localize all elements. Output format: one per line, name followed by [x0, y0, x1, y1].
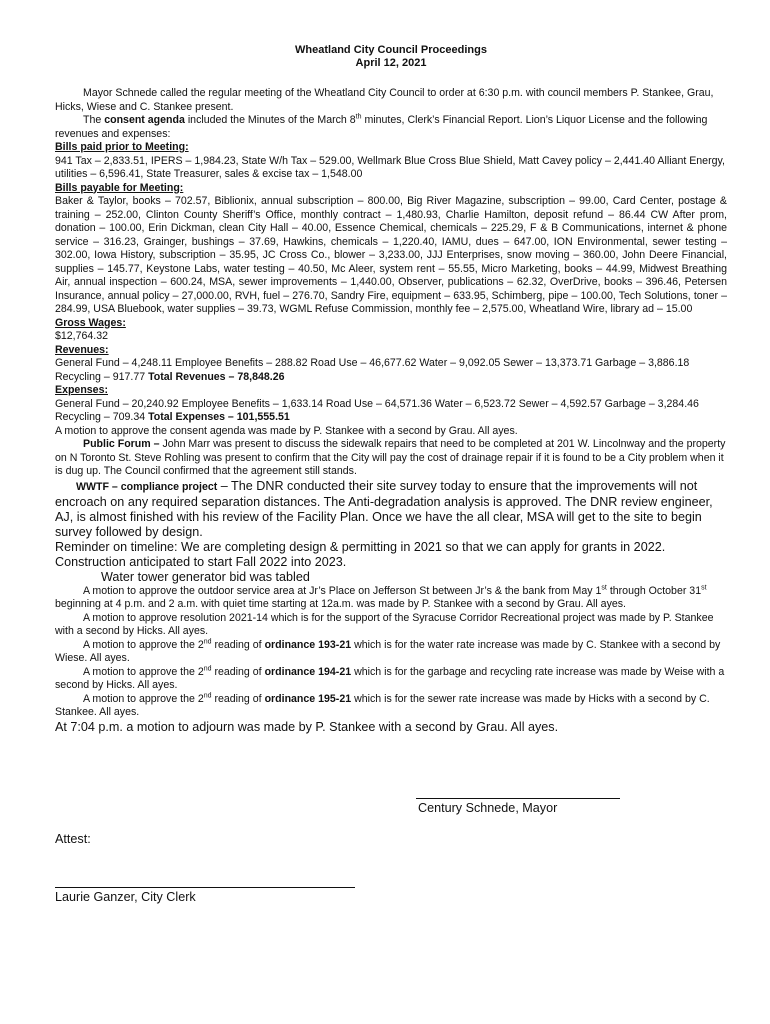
clerk-signature-line — [55, 887, 355, 888]
timeline-reminder: Reminder on timeline: We are completing design & permitting in 2021 so that we can apply for grants in 2022. Construction anticipated to start Fall 2022 into 2023. — [55, 539, 666, 569]
outdoor-sup1: st — [601, 583, 607, 591]
consent-sup: th — [355, 113, 362, 121]
ord3-sup: nd — [203, 691, 212, 699]
revenues-heading: Revenues: — [55, 343, 109, 356]
adjourn-motion: At 7:04 p.m. a motion to adjourn was made by P. Stankee with a second by Grau. All ayes. — [55, 719, 559, 734]
outdoor-b: through October 31 — [609, 584, 702, 597]
resolution-motion: A motion to approve resolution 2021-14 which is for the support of the Syracuse Corridor Recreational project was made by P. Stankee with a second by Hicks. All ayes. — [55, 611, 714, 637]
ord2-c: which is for the garbage and recycling rate increase was made by Weise with a second by Hicks. All ayes. — [55, 665, 725, 691]
consent-tail: minutes, Clerk’s Financial Report. Lion’s Liquor License and the following revenues and expenses: — [55, 114, 708, 140]
public-forum-label: Public Forum – — [83, 438, 160, 450]
bills-payable-heading: Bills payable for Meeting: — [55, 181, 184, 194]
ord3-c: which is for the sewer rate increase was made by Hicks with a second by C. Stankee. All ayes. — [55, 692, 710, 718]
expenses-heading: Expenses: — [55, 384, 108, 396]
bills-prior-heading: Bills paid prior to Meeting: — [55, 141, 189, 153]
document-page — [55, 44, 727, 735]
expenses-total: Total Expenses – 101,555.51 — [148, 411, 290, 423]
gross-wages-heading: Gross Wages: — [55, 316, 126, 329]
mayor-name: Century Schnede, Mayor — [418, 801, 558, 815]
ordinance-195-motion — [55, 693, 727, 720]
consent-mid: included the Minutes of the March 8 — [187, 114, 356, 126]
wwtf-paragraph — [55, 479, 727, 540]
ordinance-193-motion — [55, 639, 727, 666]
ord3-b: reading of — [214, 692, 262, 705]
consent-agenda-label: consent agenda — [104, 114, 185, 126]
outdoor-a: A motion to approve the outdoor service area at Jr’s Place on Jefferson St between Jr’s & the bank from May 1 — [83, 584, 602, 597]
ordinance-194-motion — [55, 666, 727, 693]
expenses-paragraph — [55, 398, 727, 425]
document-title: Wheatland City Council Proceedings — [295, 44, 487, 56]
attest-label: Attest: — [55, 832, 91, 846]
gross-wages-value: $12,764.32 — [55, 330, 109, 342]
ordinance-195-label: ordinance 195-21 — [264, 692, 352, 705]
public-forum-text: John Marr was present to discuss the sidewalk repairs that need to be completed at 201 W. Lincolnway and the property on N Toronto St. Steve Rohling was present to confirm that the City will pay the cost of drainage repair if it is found to be a City problem when it is dug up. The Council confirmed that the agreement still stands. — [55, 438, 726, 477]
ordinance-193-label: ordinance 193-21 — [264, 638, 352, 651]
consent-lead: The — [83, 114, 102, 126]
document-date: April 12, 2021 — [355, 57, 427, 69]
wwtf-text: – The DNR conducted their site survey today to ensure that the improvements will not encroach on any required separation distances. The Anti-degradation analysis is approved. The DNR review engineer, AJ, is almost finished with his review of the Facility Plan. Once we have the all clear, MSA will get to the site to begin survey followed by design. — [55, 478, 713, 539]
bills-prior-text: 941 Tax – 2,833.51, IPERS – 1,984.23, State W/h Tax – 529.00, Wellmark Blue Cross Blue Shield, Matt Cavey policy – 2,441.40 Alliant Energy, utilities – 6,596.41, State Treasurer, sales & excise tax – 1,548.00 — [55, 154, 725, 180]
revenues-total: Total Revenues – 78,848.26 — [148, 370, 285, 383]
consent-agenda-paragraph — [55, 114, 727, 141]
bills-payable-text: Baker & Taylor, books – 702.57, Biblionix, annual subscription – 800.00, Big River Magazine, subscription – 99.00, Card Center, postage & training – 252.00, Clinton County Sheriff’s Office, monthly contract – 1,480.93, Charlie Hamilton, deposit refund – 86.44 CW After prom, donation – 100.00, Erin Dickman, clean City Hall – 40.00, Essence Chemical, chemicals – 225.29, F & B Communications, internet & phone service – 316.23, Grainger, bushings – 37.69, Hawkins, chemicals – 1,220.40, IAMU, dues – 647.00, ION Environmental, sewer testing – 302.00, Iowa History, subscription – 35.95, JC Cross Co., blower – 3,233.00, JJJ Enterprises, snow moving – 360.00, John Deere Financial, supplies – 145.77, Keystone Labs, water testing – 40.50, Mc Aleer, system rent – 55.55, Micro Marketing, books – 44.99, Midwest Breathing Air, annual inspection – 600.24, MSA, sewer improvements – 1,440.00, Observer, publications – 62.32, OverDrive, books – 396.46, Petersen Insurance, annual policy – 27,000.00, RVH, fuel – 276.70, Sandry Fire, equipment – 633.95, Schimberg, pipe – 100.00, Tech Solutions, toner – 284.99, USA Bluebook, water supplies – 39.73, WGML Refuse Commission, monthly fee – 2,575.00, Wheatland Wire, library ad – 15.00 — [55, 195, 727, 315]
ord1-c: which is for the water rate increase was made by C. Stankee with a second by Wiese. All ayes. — [55, 638, 721, 664]
call-to-order — [55, 87, 727, 114]
call-to-order-text: Mayor Schnede called the regular meeting of the Wheatland City Council to order at 6:30 p.m. with council members P. Stankee, Grau, Hicks, Wiese and C. Stankee present. — [55, 87, 714, 113]
outdoor-service-motion — [55, 585, 727, 612]
water-tower-note: Water tower generator bid was tabled — [101, 569, 310, 584]
ord1-a: A motion to approve the 2 — [83, 638, 204, 651]
clerk-name: Laurie Ganzer, City Clerk — [55, 890, 196, 904]
outdoor-c: beginning at 4 p.m. and 2 a.m. with quiet time starting at 12a.m. was made by P. Stankee with a second by Grau. All ayes. — [55, 598, 627, 610]
ord3-a: A motion to approve the 2 — [83, 692, 204, 705]
revenues-text: General Fund – 4,248.11 Employee Benefits – 288.82 Road Use – 46,677.62 Water – 9,092.05 Sewer – 13,373.71 Garbage – 3,886.18 Recycling – 917.77 — [55, 357, 690, 383]
ord2-b: reading of — [214, 665, 262, 678]
ord1-b: reading of — [214, 638, 262, 651]
ord2-sup: nd — [203, 664, 212, 672]
ord1-sup: nd — [203, 637, 212, 645]
wwtf-label: WWTF – compliance project — [76, 480, 218, 493]
ord2-a: A motion to approve the 2 — [83, 665, 204, 678]
ordinance-194-label: ordinance 194-21 — [264, 665, 352, 678]
expenses-text: General Fund – 20,240.92 Employee Benefits – 1,633.14 Road Use – 64,571.36 Water – 6,523.72 Sewer – 4,592.57 Garbage – 3,284.46 Recycling – 709.34 — [55, 397, 699, 423]
revenues-paragraph — [55, 357, 727, 384]
outdoor-sup2: st — [701, 583, 707, 591]
public-forum-paragraph — [55, 438, 727, 479]
mayor-signature-line — [416, 798, 620, 799]
consent-motion: A motion to approve the consent agenda was made by P. Stankee with a second by Grau. All ayes. — [55, 424, 518, 437]
